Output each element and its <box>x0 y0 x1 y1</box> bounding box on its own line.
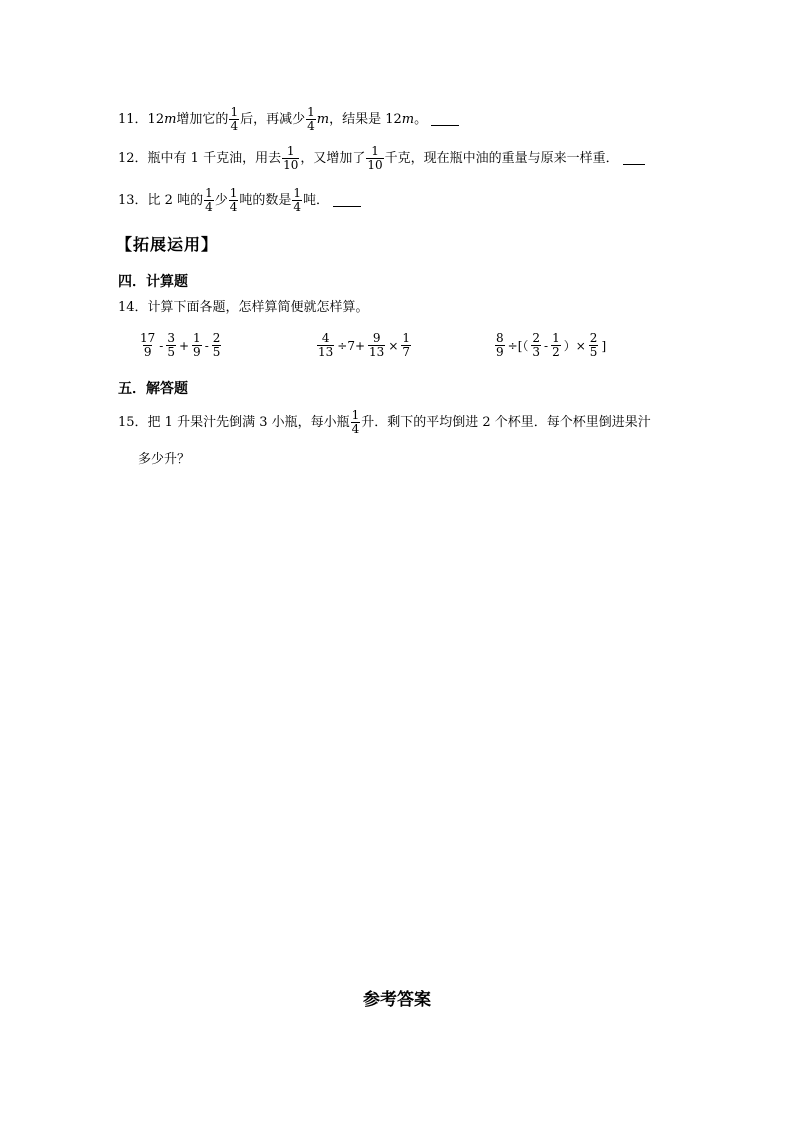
question-text: 瓶中有 1 千克油，用去 <box>147 151 282 167</box>
question-number: 15． <box>118 415 148 431</box>
question-13 <box>118 187 361 214</box>
question-text: 把 1 升果汁先倒满 3 小瓶，每小瓶 <box>147 415 350 431</box>
question-text: 。 <box>414 112 428 128</box>
operator: - <box>204 338 209 353</box>
question-14 <box>118 301 369 314</box>
section-heading-5: 五．解答题 <box>118 381 188 397</box>
question-text: 12 <box>147 112 165 128</box>
question-text: 千克，现在瓶中油的重量与原来一样重． <box>384 151 619 167</box>
operator: ] <box>601 338 607 353</box>
question-11 <box>118 106 459 133</box>
answer-blank[interactable] <box>333 194 361 207</box>
unit-symbol: m <box>164 112 177 128</box>
fraction: $\frac{1}{10}$ <box>367 144 383 173</box>
fraction: $\frac{1}{4}$ <box>229 186 238 215</box>
question-number: 12． <box>118 151 148 167</box>
fraction: $\frac{1}{4}$ <box>230 105 239 134</box>
question-text: 吨的数是 <box>239 193 292 209</box>
operator: ）× <box>563 339 586 354</box>
unit-symbol: m <box>401 112 415 128</box>
question-text: 升．剩下的平均倒进 2 个杯里．每个杯里倒进果汁 <box>361 415 651 431</box>
operator: ÷7+ <box>337 338 366 353</box>
question-15-continued <box>138 453 190 466</box>
fraction: $\frac{1}{7}$ <box>402 331 411 360</box>
expression-3 <box>494 332 608 359</box>
fraction: $\frac{9}{13}$ <box>369 331 385 360</box>
unit-symbol: m <box>316 112 330 128</box>
fraction: $\frac{1}{10}$ <box>283 144 299 173</box>
question-number: 14． <box>118 300 148 315</box>
fraction: $\frac{1}{4}$ <box>293 186 302 215</box>
question-15 <box>118 409 651 436</box>
fraction: $\frac{2}{5}$ <box>212 331 221 360</box>
question-text: 比 2 吨的 <box>147 193 204 209</box>
answer-blank[interactable] <box>623 152 645 165</box>
expression-2 <box>316 332 412 359</box>
fraction: $\frac{17}{9}$ <box>140 331 156 360</box>
question-text: 多少升？ <box>138 452 191 467</box>
question-12 <box>118 145 645 172</box>
answer-blank[interactable] <box>431 113 459 126</box>
answer-section-title: 参考答案 <box>363 990 431 1010</box>
operator: × <box>388 338 399 353</box>
question-text: 增加它的 <box>176 112 229 128</box>
fraction: $\frac{1}{2}$ <box>552 331 560 360</box>
fraction: $\frac{2}{5}$ <box>589 331 598 360</box>
fraction: $\frac{1}{9}$ <box>193 331 201 360</box>
section-heading-4: 四．计算题 <box>118 274 188 290</box>
fraction: $\frac{2}{3}$ <box>532 331 541 360</box>
question-text: 后，再减少 <box>240 112 306 128</box>
question-number: 13． <box>118 193 148 209</box>
question-text: 少 <box>214 193 228 209</box>
expression-1 <box>138 332 222 359</box>
operator: - <box>159 338 164 353</box>
section-heading-expand: 【拓展运用】 <box>116 235 219 254</box>
question-text: ，又增加了 <box>300 151 366 167</box>
question-text: 计算下面各题，怎样算简便就怎样算。 <box>147 300 369 315</box>
operator: - <box>544 338 549 353</box>
fraction: $\frac{4}{13}$ <box>318 331 334 360</box>
fraction: $\frac{1}{4}$ <box>307 105 315 134</box>
question-number: 11． <box>118 112 148 128</box>
question-text: 吨． <box>303 193 330 209</box>
question-text: ，结果是 12 <box>329 112 402 128</box>
fraction: $\frac{3}{5}$ <box>167 331 175 360</box>
fraction: $\frac{1}{4}$ <box>205 186 213 215</box>
fraction: $\frac{1}{4}$ <box>351 408 360 437</box>
operator: + <box>178 338 190 353</box>
operator: ÷[（ <box>507 339 529 354</box>
fraction: $\frac{8}{9}$ <box>496 331 504 360</box>
